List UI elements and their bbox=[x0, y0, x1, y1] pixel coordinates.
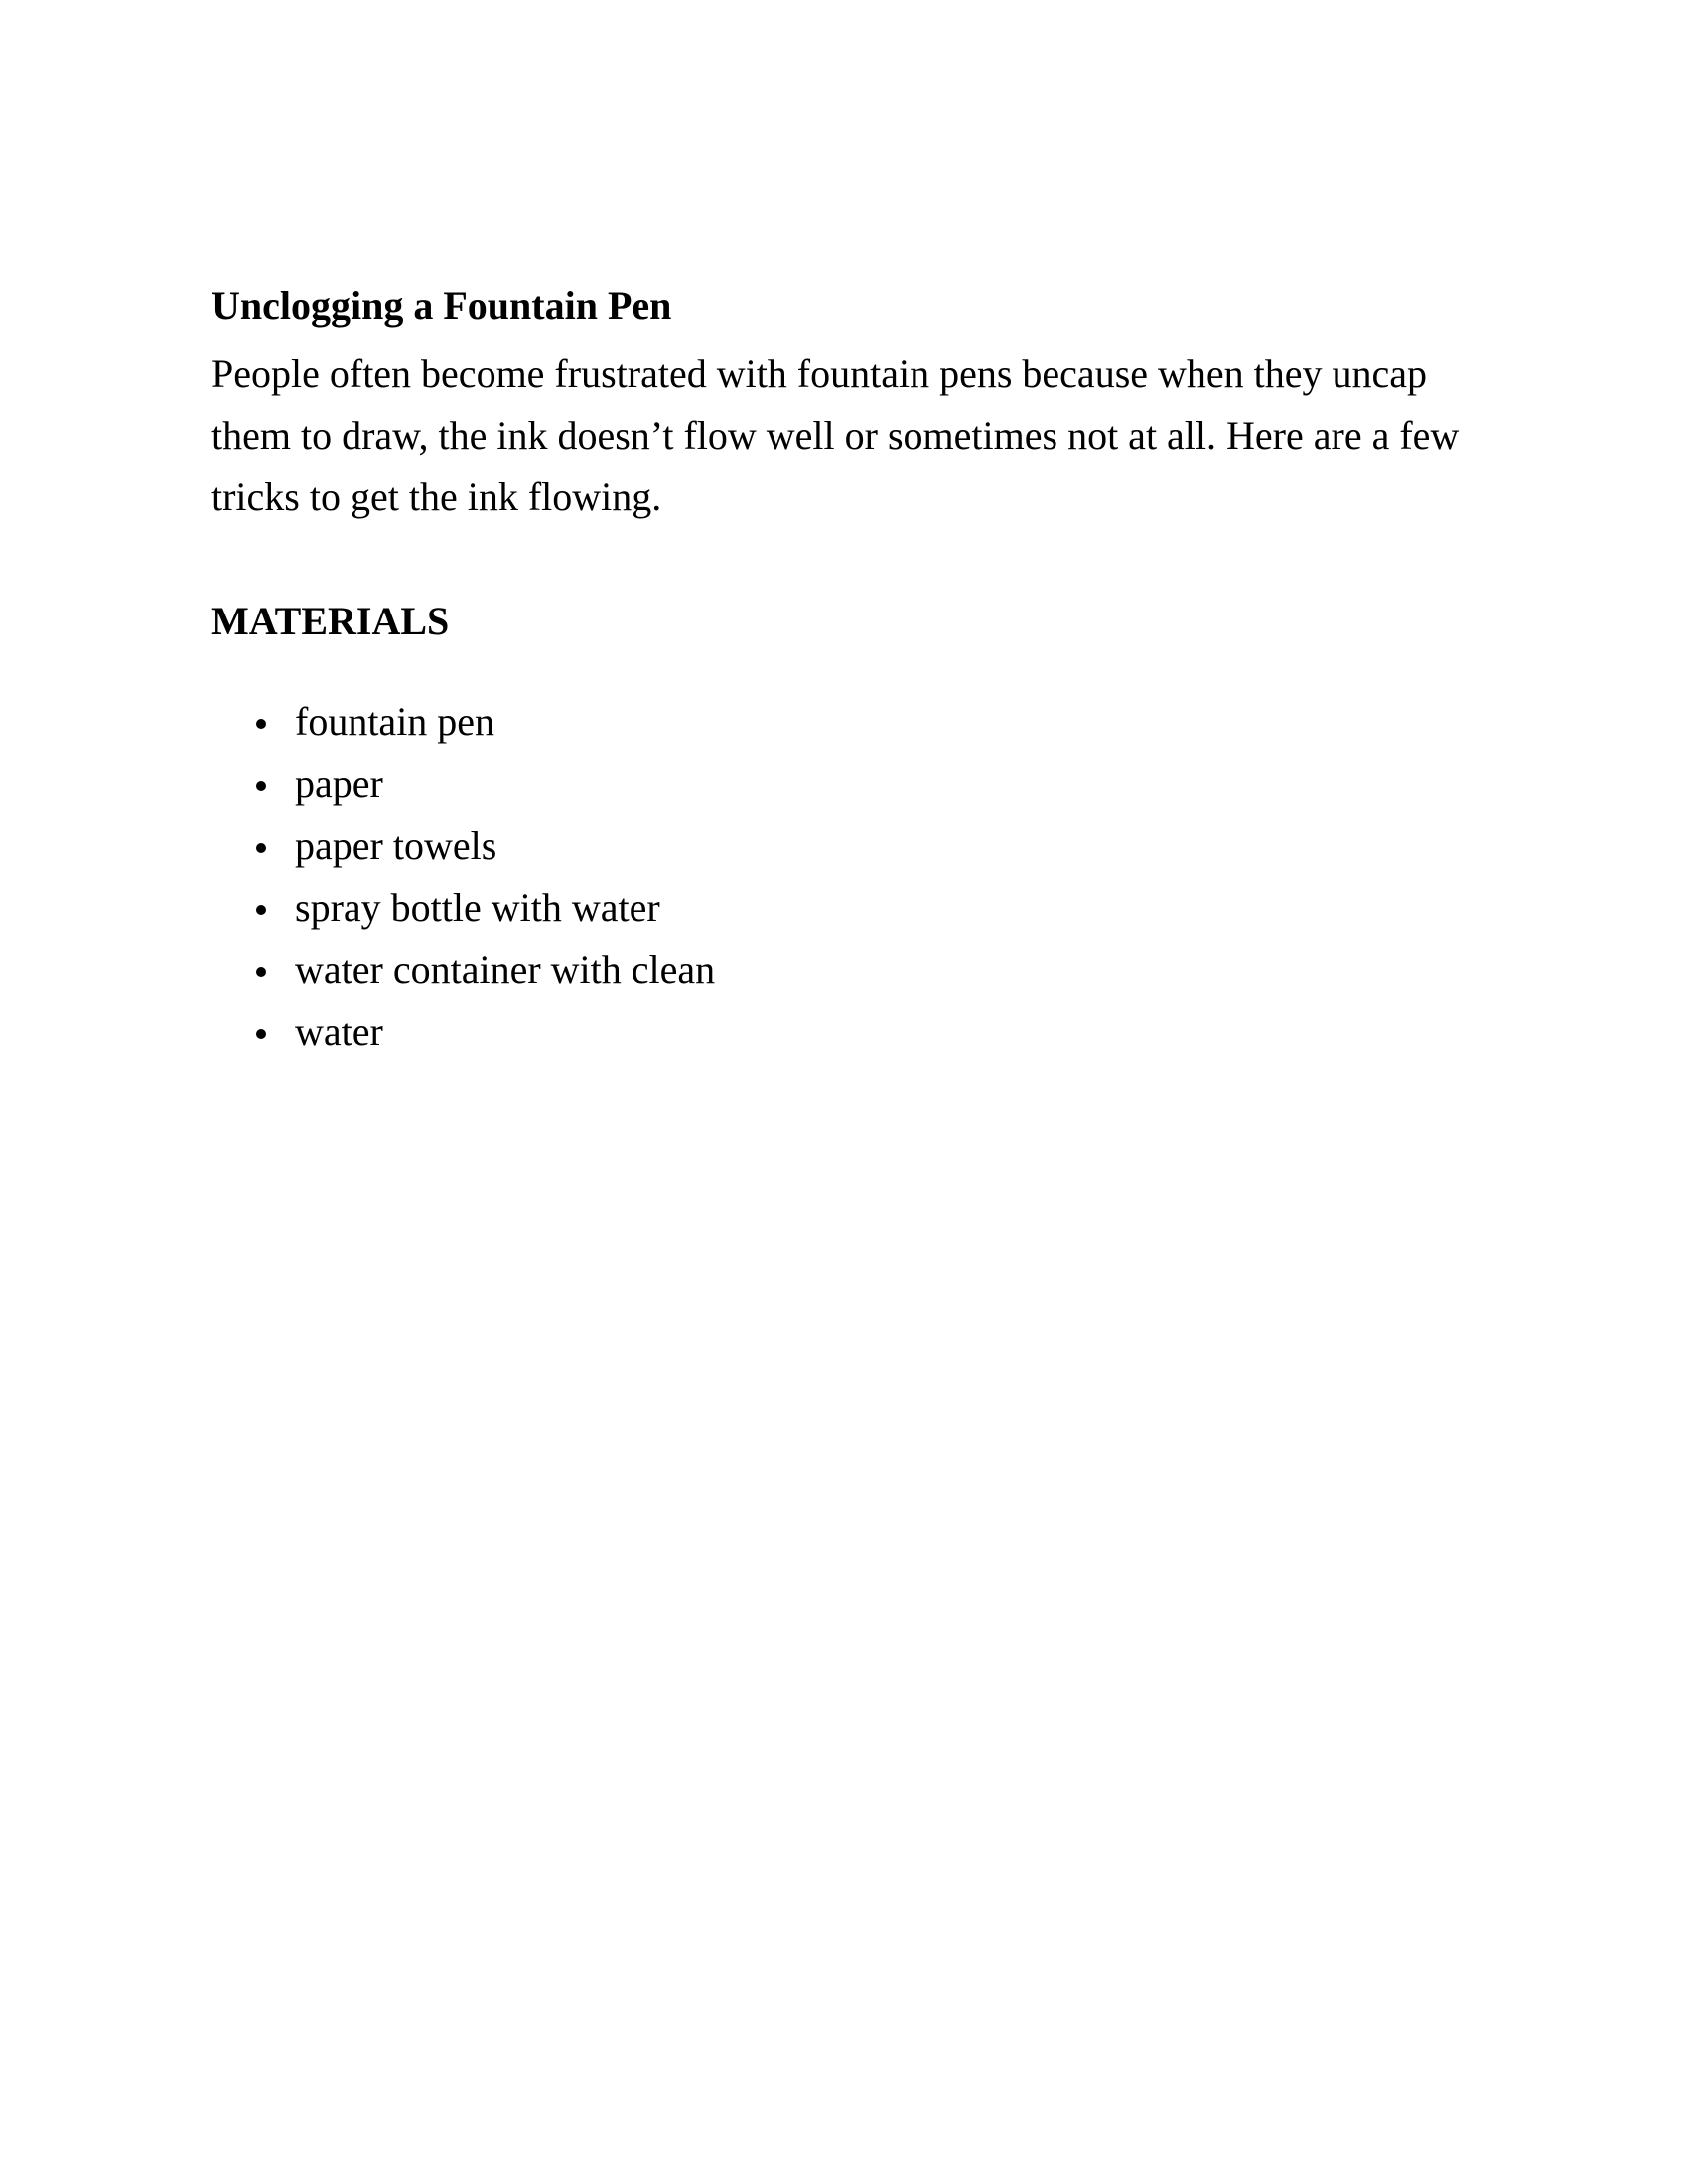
list-item-text: paper towels bbox=[295, 823, 497, 868]
document-title: Unclogging a Fountain Pen bbox=[211, 283, 672, 328]
bullet-icon bbox=[256, 905, 266, 915]
list-item bbox=[211, 939, 1492, 1002]
bullet-icon bbox=[256, 967, 266, 977]
intro-paragraph: People often become frustrated with fountain pens because when they uncap them to draw, the ink doesn’t flow well or sometimes not at all. Here are a few tricks to get the ink flowing. bbox=[211, 351, 1460, 519]
materials-heading: MATERIALS bbox=[211, 599, 450, 643]
list-item-text: water bbox=[295, 1009, 383, 1054]
bullet-icon bbox=[256, 781, 266, 791]
list-item bbox=[211, 815, 1492, 878]
list-item bbox=[211, 753, 1492, 816]
document-content bbox=[211, 280, 1492, 1063]
list-item bbox=[211, 1002, 1492, 1064]
list-item bbox=[211, 691, 1492, 753]
bullet-icon bbox=[256, 1029, 266, 1039]
bullet-icon bbox=[256, 719, 266, 729]
bullet-icon bbox=[256, 843, 266, 853]
materials-list bbox=[211, 691, 1492, 1063]
list-item-text: paper bbox=[295, 760, 383, 806]
list-item-text: spray bottle with water bbox=[295, 885, 660, 930]
list-item bbox=[211, 878, 1492, 940]
list-item-text: fountain pen bbox=[295, 699, 495, 744]
list-item-text: water container with clean bbox=[295, 947, 716, 992]
